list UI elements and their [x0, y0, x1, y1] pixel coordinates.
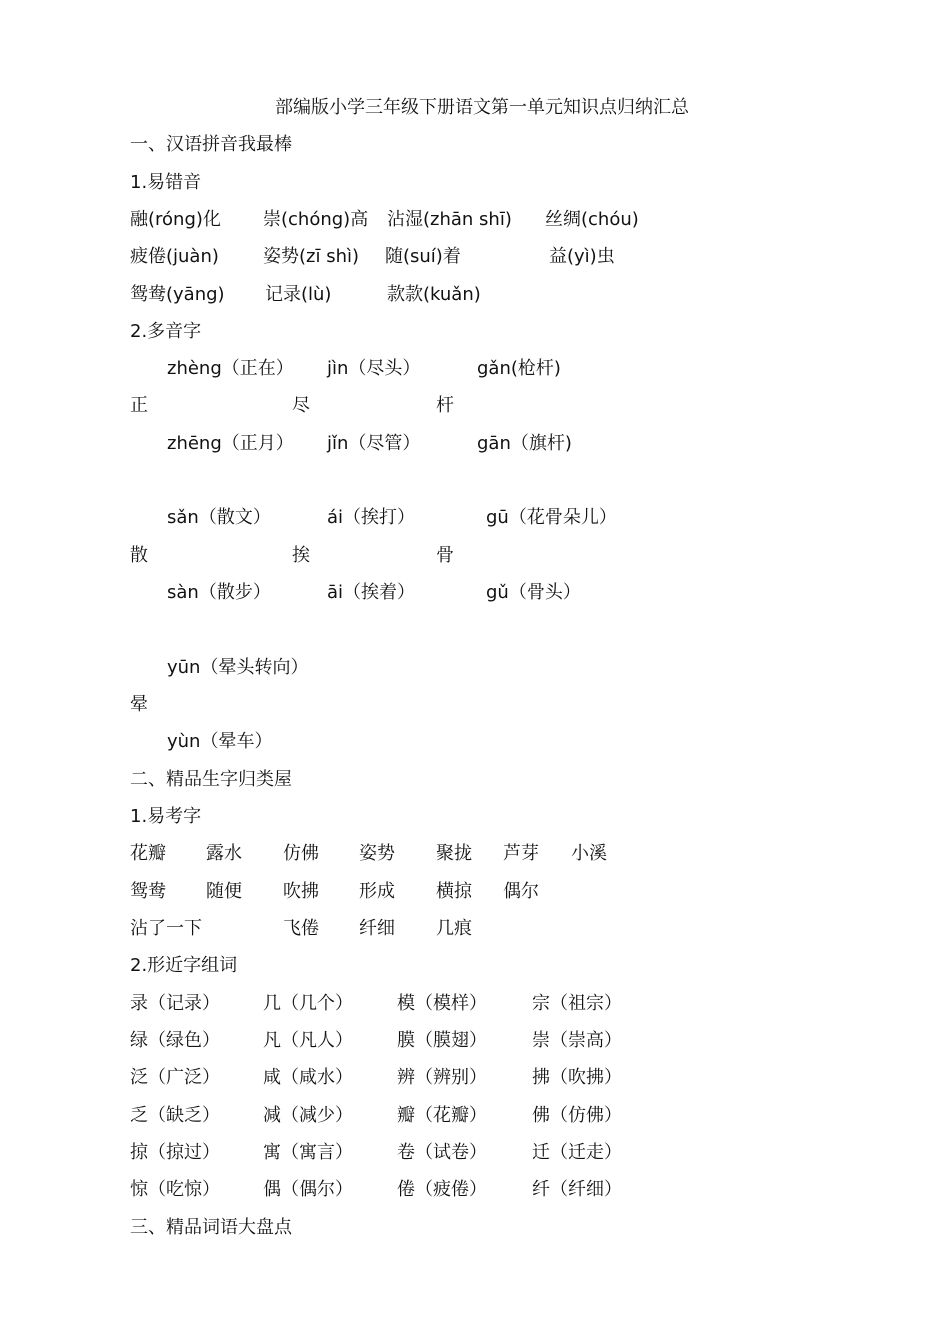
xingjin-item: 迁（迁走） [532, 1142, 622, 1163]
yikao-word: 偶尔 [503, 881, 539, 902]
duoyin-reading: gū（花骨朵儿） [486, 507, 617, 528]
xingjin-item: 卷（试卷） [397, 1142, 487, 1163]
cuoyin-item: 益(yì)虫 [549, 246, 615, 267]
yikao-word: 芦芽 [503, 843, 539, 864]
duoyin-reading: zhēng（正月） [167, 433, 294, 454]
duoyin-reading: ái（挨打） [327, 507, 416, 528]
xingjin-item: 凡（凡人） [263, 1030, 353, 1051]
subsection-yikao-heading: 1.易考字 [130, 806, 202, 827]
duoyin-reading: yùn（晕车） [167, 731, 273, 752]
cuoyin-item: 融(róng)化 [130, 209, 221, 230]
duoyin-char: 挨 [292, 545, 310, 566]
duoyin-reading: sǎn（散文） [167, 507, 271, 528]
duoyin-char: 散 [130, 545, 148, 566]
subsection-xingjin-heading: 2.形近字组词 [130, 955, 238, 976]
xingjin-item: 掠（掠过） [130, 1142, 220, 1163]
yikao-word: 吹拂 [283, 881, 319, 902]
xingjin-item: 拂（吹拂） [532, 1067, 622, 1088]
xingjin-item: 偶（偶尔） [263, 1179, 353, 1200]
xingjin-item: 寓（寓言） [263, 1142, 353, 1163]
duoyin-reading: zhèng（正在） [167, 358, 294, 379]
cuoyin-item: 款款(kuǎn) [387, 284, 481, 305]
document-title: 部编版小学三年级下册语文第一单元知识点归纳汇总 [275, 97, 689, 118]
xingjin-item: 瓣（花瓣） [397, 1105, 487, 1126]
yikao-word: 纤细 [359, 918, 395, 939]
cuoyin-item: 姿势(zī shì) [263, 246, 360, 267]
xingjin-item: 膜（膜翅） [397, 1030, 487, 1051]
section1-heading: 一、汉语拼音我最棒 [130, 134, 292, 155]
duoyin-reading: āi（挨着） [327, 582, 416, 603]
xingjin-item: 减（减少） [263, 1105, 353, 1126]
yikao-word: 小溪 [571, 843, 607, 864]
cuoyin-item: 沾湿(zhān shī) [387, 209, 512, 230]
duoyin-char: 杆 [436, 395, 454, 416]
xingjin-item: 纤（纤细） [532, 1179, 622, 1200]
xingjin-item: 咸（咸水） [263, 1067, 353, 1088]
duoyin-reading: gǎn(枪杆) [477, 358, 561, 379]
cuoyin-item: 记录(lù) [265, 284, 332, 305]
cuoyin-item: 随(suí)着 [385, 246, 461, 267]
duoyin-reading: gǔ（骨头） [486, 582, 581, 603]
yikao-word: 沾了一下 [130, 918, 202, 939]
xingjin-item: 模（模样） [397, 993, 487, 1014]
yikao-word: 横掠 [436, 881, 472, 902]
subsection-cuoyin-heading: 1.易错音 [130, 172, 202, 193]
xingjin-item: 宗（祖宗） [532, 993, 622, 1014]
yikao-word: 几痕 [436, 918, 472, 939]
duoyin-char: 正 [130, 395, 148, 416]
xingjin-item: 泛（广泛） [130, 1067, 220, 1088]
xingjin-item: 辨（辨别） [397, 1067, 487, 1088]
cuoyin-item: 崇(chóng)高 [263, 209, 369, 230]
duoyin-char: 尽 [292, 395, 310, 416]
cuoyin-item: 鸳鸯(yāng) [130, 284, 225, 305]
section2-heading: 二、精品生字归类屋 [130, 769, 292, 790]
duoyin-char: 晕 [130, 694, 148, 715]
xingjin-item: 倦（疲倦） [397, 1179, 487, 1200]
xingjin-item: 佛（仿佛） [532, 1105, 622, 1126]
section3-heading: 三、精品词语大盘点 [130, 1217, 292, 1238]
xingjin-item: 几（几个） [263, 993, 353, 1014]
xingjin-item: 录（记录） [130, 993, 220, 1014]
yikao-word: 鸳鸯 [130, 881, 166, 902]
duoyin-reading: yūn（晕头转向） [167, 657, 309, 678]
duoyin-reading: gān（旗杆) [477, 433, 572, 454]
duoyin-reading: jǐn（尽管） [327, 433, 421, 454]
yikao-word: 露水 [206, 843, 242, 864]
xingjin-item: 乏（缺乏） [130, 1105, 220, 1126]
yikao-word: 随便 [206, 881, 242, 902]
yikao-word: 姿势 [359, 843, 395, 864]
xingjin-item: 惊（吃惊） [130, 1179, 220, 1200]
yikao-word: 仿佛 [283, 843, 319, 864]
duoyin-reading: jìn（尽头） [327, 358, 421, 379]
yikao-word: 花瓣 [130, 843, 166, 864]
duoyin-reading: sàn（散步） [167, 582, 271, 603]
duoyin-char: 骨 [436, 545, 454, 566]
yikao-word: 飞倦 [283, 918, 319, 939]
cuoyin-item: 丝绸(chóu) [545, 209, 639, 230]
xingjin-item: 绿（绿色） [130, 1030, 220, 1051]
yikao-word: 聚拢 [436, 843, 472, 864]
cuoyin-item: 疲倦(juàn) [130, 246, 219, 267]
yikao-word: 形成 [359, 881, 395, 902]
subsection-duoyin-heading: 2.多音字 [130, 321, 202, 342]
xingjin-item: 崇（崇高） [532, 1030, 622, 1051]
